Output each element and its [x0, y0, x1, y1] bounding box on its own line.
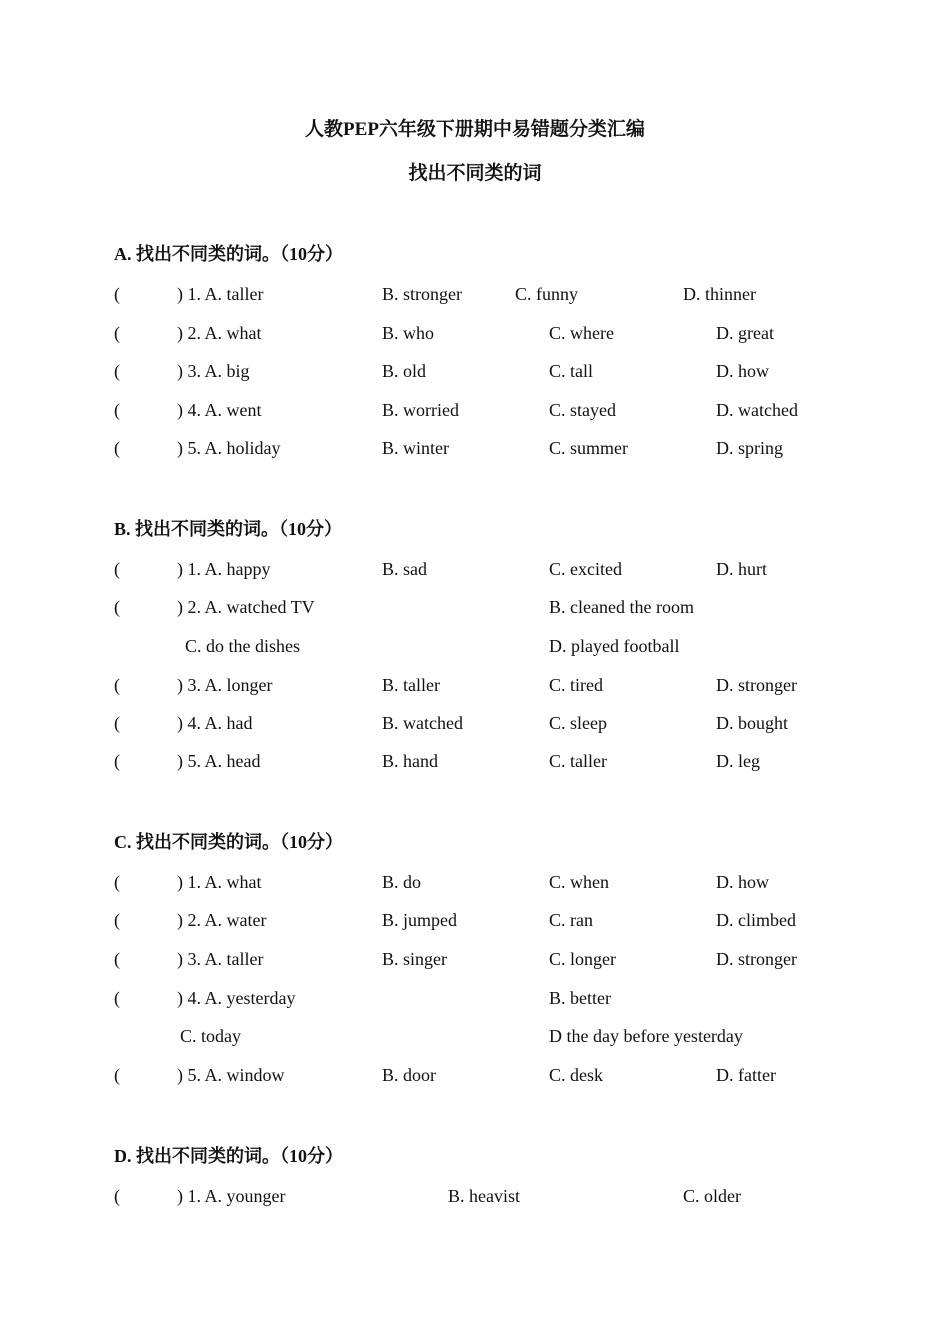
option-b: B. better [549, 988, 611, 1008]
section-heading-c: C. 找出不同类的词。（10分） [114, 832, 343, 852]
option-c: C. ran [549, 910, 593, 930]
option-c: C. taller [549, 751, 607, 771]
option-c: C. stayed [549, 400, 616, 420]
option-b: B. sad [382, 559, 427, 579]
question-option-a: ) 3. A. longer [177, 675, 273, 695]
option-d: D. how [716, 361, 769, 381]
question-option-a: ) 1. A. what [177, 872, 262, 892]
question-option-a: ) 1. A. happy [177, 559, 271, 579]
question-option-a: ) 2. A. water [177, 910, 267, 930]
option-c: C. do the dishes [185, 636, 300, 656]
question-option-a: ) 4. A. went [177, 400, 262, 420]
answer-bracket: ( [114, 675, 120, 695]
option-d: D. climbed [716, 910, 796, 930]
question-option-a: ) 1. A. younger [177, 1186, 286, 1206]
section-heading-d: D. 找出不同类的词。（10分） [114, 1146, 343, 1166]
option-c: C. excited [549, 559, 622, 579]
answer-bracket: ( [114, 872, 120, 892]
option-b: B. old [382, 361, 427, 381]
option-c: C. tired [549, 675, 603, 695]
document-title: 人教PEP六年级下册期中易错题分类汇编 [305, 119, 645, 140]
option-c: C. today [180, 1026, 241, 1046]
option-b: B. taller [382, 675, 440, 695]
option-b: B. hand [382, 751, 438, 771]
option-d: D. how [716, 872, 769, 892]
question-option-a: ) 1. A. taller [177, 284, 264, 304]
option-d: D. hurt [716, 559, 767, 579]
option-d: D. great [716, 323, 774, 343]
answer-bracket: ( [114, 1065, 120, 1085]
answer-bracket: ( [114, 284, 120, 304]
answer-bracket: ( [114, 949, 120, 969]
option-b: B. singer [382, 949, 447, 969]
question-option-a: ) 3. A. big [177, 361, 250, 381]
option-b: B. watched [382, 713, 463, 733]
option-c: C. summer [549, 438, 628, 458]
option-b: B. cleaned the room [549, 597, 694, 617]
option-d: D. leg [716, 751, 760, 771]
option-b: B. who [382, 323, 435, 343]
answer-bracket: ( [114, 361, 120, 381]
answer-bracket: ( [114, 438, 120, 458]
option-d: D the day before yesterday [549, 1026, 743, 1046]
document-subtitle: 找出不同类的词 [408, 163, 542, 184]
answer-bracket: ( [114, 751, 120, 771]
question-option-a: ) 5. A. head [177, 751, 261, 771]
answer-bracket: ( [114, 988, 120, 1008]
option-d: D. bought [716, 713, 788, 733]
option-c: C. funny [515, 284, 578, 304]
option-b: B. worried [382, 400, 459, 420]
option-d: D. spring [716, 438, 783, 458]
question-option-a: ) 3. A. taller [177, 949, 264, 969]
option-c: C. longer [549, 949, 616, 969]
option-b: B. do [382, 872, 422, 892]
option-b: B. winter [382, 438, 449, 458]
section-heading-a: A. 找出不同类的词。（10分） [114, 244, 343, 264]
option-c: C. sleep [549, 713, 607, 733]
option-b: B. door [382, 1065, 436, 1085]
option-d: D. watched [716, 400, 798, 420]
question-option-a: ) 4. A. had [177, 713, 253, 733]
option-d: D. thinner [683, 284, 756, 304]
answer-bracket: ( [114, 1186, 120, 1206]
option-c: C. desk [549, 1065, 603, 1085]
option-d: D. stronger [716, 949, 797, 969]
option-c: C. tall [549, 361, 593, 381]
option-d: D. played football [549, 636, 680, 656]
answer-bracket: ( [114, 910, 120, 930]
option-d: D. stronger [716, 675, 797, 695]
answer-bracket: ( [114, 559, 120, 579]
option-b: B. jumped [382, 910, 457, 930]
answer-bracket: ( [114, 597, 120, 617]
answer-bracket: ( [114, 400, 120, 420]
section-heading-b: B. 找出不同类的词。（10分） [114, 519, 343, 539]
question-option-a: ) 2. A. watched TV [177, 597, 315, 617]
option-c: C. when [549, 872, 609, 892]
option-b: B. stronger [382, 284, 462, 304]
option-d: D. fatter [716, 1065, 776, 1085]
answer-bracket: ( [114, 713, 120, 733]
question-option-a: ) 5. A. window [177, 1065, 285, 1085]
question-option-a: ) 4. A. yesterday [177, 988, 296, 1008]
option-c: C. where [549, 323, 614, 343]
question-option-a: ) 5. A. holiday [177, 438, 281, 458]
option-b: B. heavist [448, 1186, 520, 1206]
question-option-a: ) 2. A. what [177, 323, 262, 343]
answer-bracket: ( [114, 323, 120, 343]
option-c: C. older [683, 1186, 741, 1206]
